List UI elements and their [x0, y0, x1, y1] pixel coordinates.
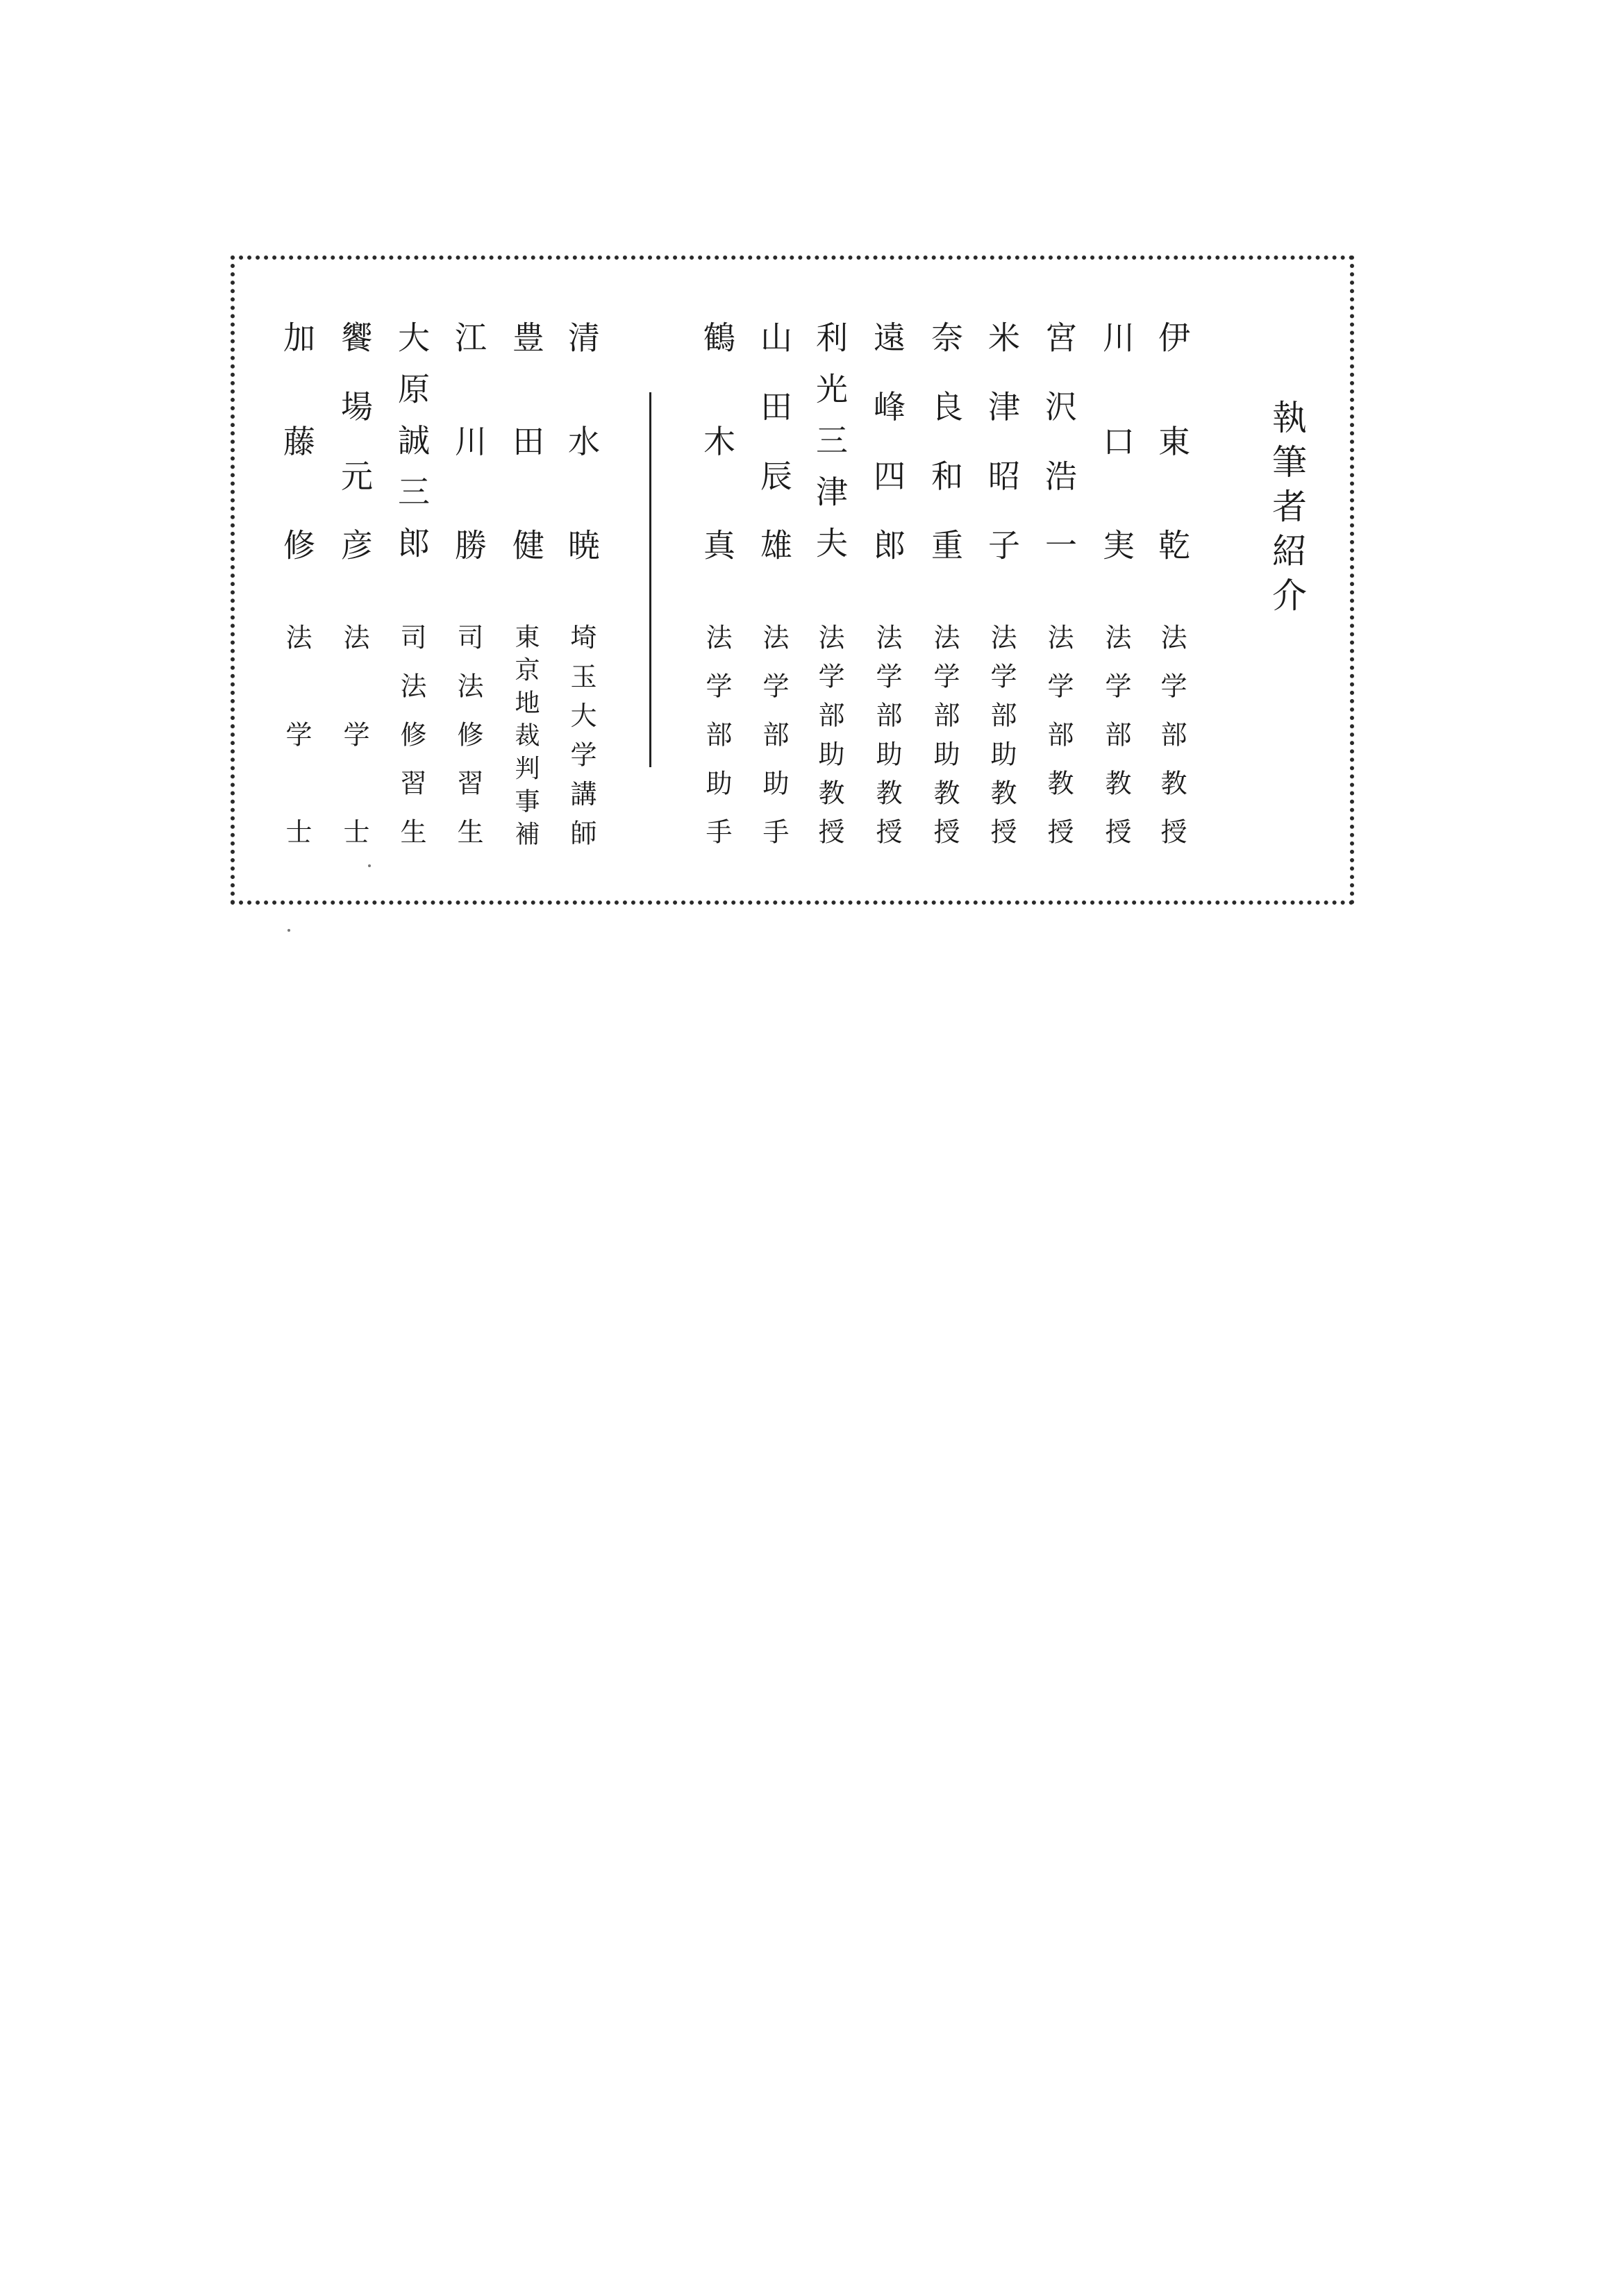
- author-affiliation-shimizu: 埼玉大学講師: [566, 623, 597, 844]
- author-affiliation-egawa: 司法修習生: [453, 623, 483, 844]
- author-affiliation-toshimitsu: 法学部助教授: [814, 623, 844, 844]
- author-affiliation-nara: 法学部助教授: [929, 623, 960, 844]
- author-name-kawaguchi: 川口実: [1098, 321, 1135, 560]
- author-name-ohara: 大原誠三郎: [393, 321, 431, 578]
- author-name-shimizu: 清水暁: [563, 321, 601, 560]
- page-title: 執筆者紹介: [1267, 399, 1307, 621]
- scan-speck: [287, 929, 290, 932]
- author-name-yonezu: 米津昭子: [983, 321, 1021, 560]
- author-name-yamada: 山田辰雄: [756, 321, 793, 560]
- author-affiliation-tomine: 法学部助教授: [871, 623, 902, 844]
- author-affiliation-aiba: 法学士: [339, 623, 369, 844]
- author-affiliation-yonezu: 法学部助教授: [986, 623, 1017, 844]
- scan-speck: [368, 864, 371, 867]
- author-name-tomine: 遠峰四郎: [869, 321, 906, 560]
- author-name-egawa: 江川勝: [450, 321, 487, 560]
- author-name-aiba: 饗場元彦: [336, 321, 374, 560]
- author-affiliation-ohara: 司法修習生: [396, 623, 426, 844]
- author-name-toyoda: 豊田健: [508, 321, 545, 560]
- author-affiliation-ito: 法学部教授: [1156, 623, 1187, 844]
- author-affiliation-toyoda: 東京地裁判事補: [511, 623, 540, 844]
- author-affiliation-kawaguchi: 法学部教授: [1101, 623, 1131, 844]
- author-name-tsuruki: 鶴木真: [699, 321, 736, 560]
- author-name-nara: 奈良和重: [926, 321, 964, 560]
- author-name-kato: 加藤修: [278, 321, 316, 560]
- author-name-ito: 伊東乾: [1153, 321, 1191, 560]
- author-affiliation-kato: 法学士: [281, 623, 312, 844]
- author-name-miyazawa: 宮沢浩一: [1040, 321, 1078, 560]
- author-affiliation-tsuruki: 法学部助手: [701, 623, 732, 844]
- column-divider: [649, 392, 651, 767]
- author-affiliation-yamada: 法学部助手: [758, 623, 789, 844]
- author-name-toshimitsu: 利光三津夫: [811, 321, 849, 578]
- author-affiliation-miyazawa: 法学部教授: [1043, 623, 1074, 844]
